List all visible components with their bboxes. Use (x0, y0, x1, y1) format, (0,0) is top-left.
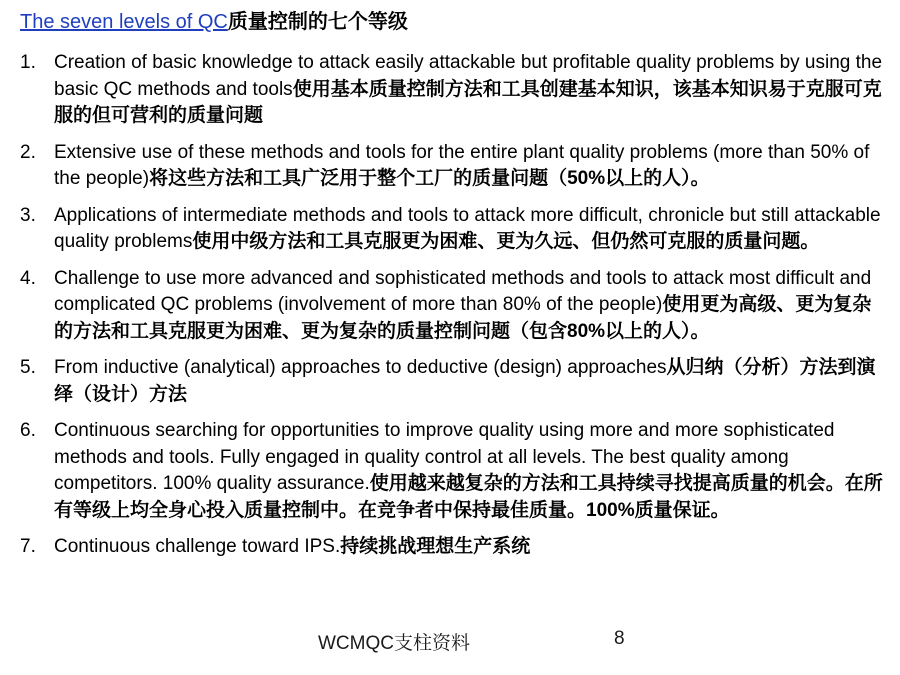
list-number: 7. (20, 536, 36, 557)
list-number: 3. (20, 204, 36, 226)
list-number: 4. (20, 267, 36, 289)
item-text-cn: 持续挑战理想生产系统 (340, 536, 531, 557)
item-text-en: Challenge to use more advanced and sophisticated methods and tools to attack most difficult and complicated QC problems (involvement of more than 80% of the people) (54, 267, 872, 315)
item-text-en: Extensive use of these methods and tools for the entire plant quality problems (more than 50% of the people) (54, 141, 870, 189)
list-item-2 (20, 140, 888, 193)
list-item-6 (20, 418, 888, 524)
slide-title-chinese: 质量控制的七个等级 (227, 11, 408, 33)
slide-title (20, 8, 408, 36)
page-number: 8 (614, 628, 625, 649)
list-item-1 (20, 50, 888, 130)
list-number: 2. (20, 141, 36, 163)
list-number: 5. (20, 357, 36, 378)
item-text-cn: 从归纳（分析）方法到演绎（设计）方法 (54, 357, 876, 405)
levels-list (20, 50, 888, 571)
list-item-3 (20, 203, 888, 256)
list-item-4 (20, 266, 888, 346)
item-text-cn: 使用中级方法和工具克服更为困难、更为久远、但仍然可克服的质量问题。 (192, 231, 820, 252)
slide-title-link[interactable]: The seven levels of QC (20, 11, 228, 33)
item-text-cn: 将这些方法和工具广泛用于整个工厂的质量问题（50%以上的人）。 (149, 168, 710, 189)
item-text-en: From inductive (analytical) approaches to deductive (design) approaches (54, 357, 667, 378)
list-number: 6. (20, 420, 36, 441)
list-item-7 (20, 534, 888, 561)
item-text-en: Continuous searching for opportunities to improve quality using more and more sophisticated methods and tools. Fully engaged in quality control at all levels. The best quality among competitors. 100% quality assurance. (54, 420, 835, 494)
list-item-5 (20, 355, 888, 408)
list-number: 1. (20, 52, 36, 73)
item-text-cn: 使用更为高级、更为复杂的方法和工具克服更为困难、更为复杂的质量控制问题（包含80%以上的人）。 (54, 294, 872, 342)
item-text-en: Continuous challenge toward IPS. (54, 536, 341, 557)
footer-source: WCMQC支柱资料 (318, 633, 470, 654)
item-text-en: Applications of intermediate methods and tools to attack more difficult, chronicle but still attackable quality problems (54, 204, 881, 252)
item-text-cn: 使用基本质量控制方法和工具创建基本知识，该基本知识易于克服可克服的但可营利的质量问题 (54, 78, 882, 126)
item-text-en: Creation of basic knowledge to attack easily attackable but profitable quality problems by using the basic QC methods and tools (54, 52, 883, 100)
item-text-cn: 使用越来越复杂的方法和工具持续寻找提高质量的机会。在所有等级上均全身心投入质量控制中。在竞争者中保持最佳质量。100%质量保证。 (54, 473, 883, 521)
